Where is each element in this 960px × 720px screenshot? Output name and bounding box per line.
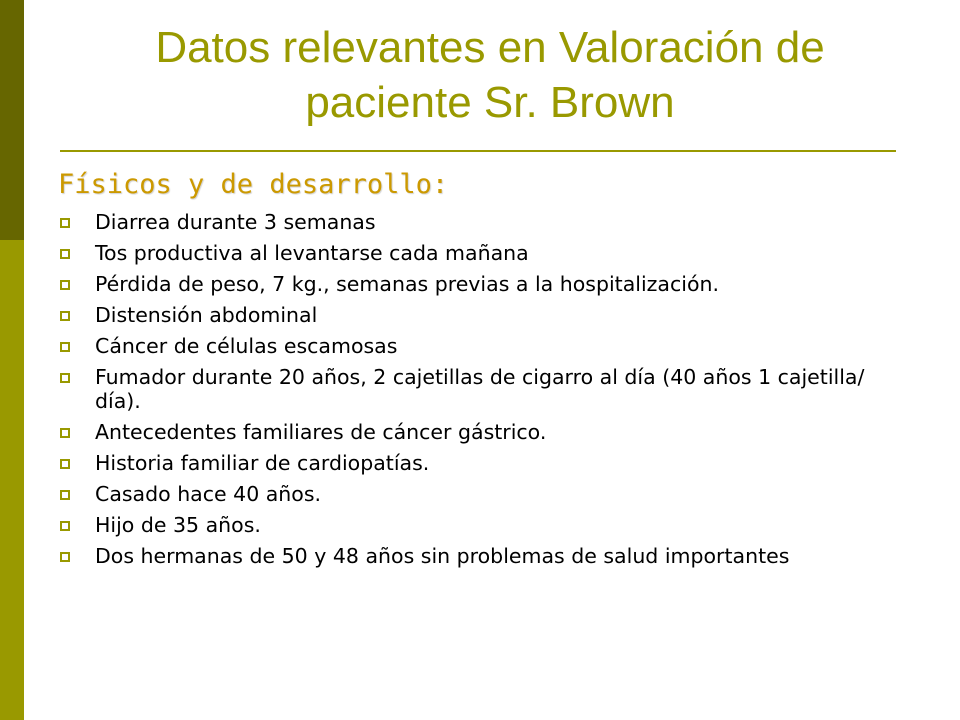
- findings-list: [58, 210, 898, 575]
- list-item-text: Historia familiar de cardiopatías.: [95, 451, 430, 475]
- square-bullet-icon: [60, 373, 70, 383]
- square-bullet-icon: [60, 311, 70, 321]
- side-accent-bar: [0, 0, 24, 720]
- square-bullet-icon: [60, 218, 70, 228]
- section-subheading: Físicos y de desarrollo:: [58, 169, 449, 200]
- list-item-text: Distensión abdominal: [95, 303, 318, 327]
- square-bullet-icon: [60, 342, 70, 352]
- list-item: [58, 513, 898, 537]
- list-item: [58, 334, 898, 358]
- list-item: [58, 272, 898, 296]
- slide-title: [60, 20, 920, 130]
- square-bullet-icon: [60, 428, 70, 438]
- list-item-text: Fumador durante 20 años, 2 cajetillas de cigarro al día (40 años 1 cajetilla/ día).: [95, 365, 865, 413]
- list-item-text: Casado hace 40 años.: [95, 482, 322, 506]
- list-item-text: Dos hermanas de 50 y 48 años sin problemas de salud importantes: [95, 544, 790, 568]
- square-bullet-icon: [60, 552, 70, 562]
- side-bar-bottom-segment: [0, 480, 24, 720]
- list-item: [58, 544, 898, 568]
- list-item: [58, 482, 898, 506]
- list-item-text: Cáncer de células escamosas: [95, 334, 398, 358]
- square-bullet-icon: [60, 490, 70, 500]
- list-item: [58, 303, 898, 327]
- square-bullet-icon: [60, 249, 70, 259]
- slide-title-line-1: Datos relevantes en Valoración de: [155, 23, 825, 72]
- side-bar-middle-segment: [0, 240, 24, 480]
- list-item-text: Tos productiva al levantarse cada mañana: [95, 241, 529, 265]
- list-item: [58, 210, 898, 234]
- side-bar-top-segment: [0, 0, 24, 240]
- title-divider: [60, 150, 896, 152]
- list-item: [58, 420, 898, 444]
- list-item-text: Hijo de 35 años.: [95, 513, 261, 537]
- square-bullet-icon: [60, 459, 70, 469]
- list-item-text: Antecedentes familiares de cáncer gástrico.: [95, 420, 547, 444]
- square-bullet-icon: [60, 521, 70, 531]
- list-item: [58, 365, 898, 413]
- list-item: [58, 451, 898, 475]
- slide-title-line-2: paciente Sr. Brown: [305, 78, 675, 127]
- list-item-text: Diarrea durante 3 semanas: [95, 210, 376, 234]
- list-item: [58, 241, 898, 265]
- square-bullet-icon: [60, 280, 70, 290]
- list-item-text: Pérdida de peso, 7 kg., semanas previas a la hospitalización.: [95, 272, 719, 296]
